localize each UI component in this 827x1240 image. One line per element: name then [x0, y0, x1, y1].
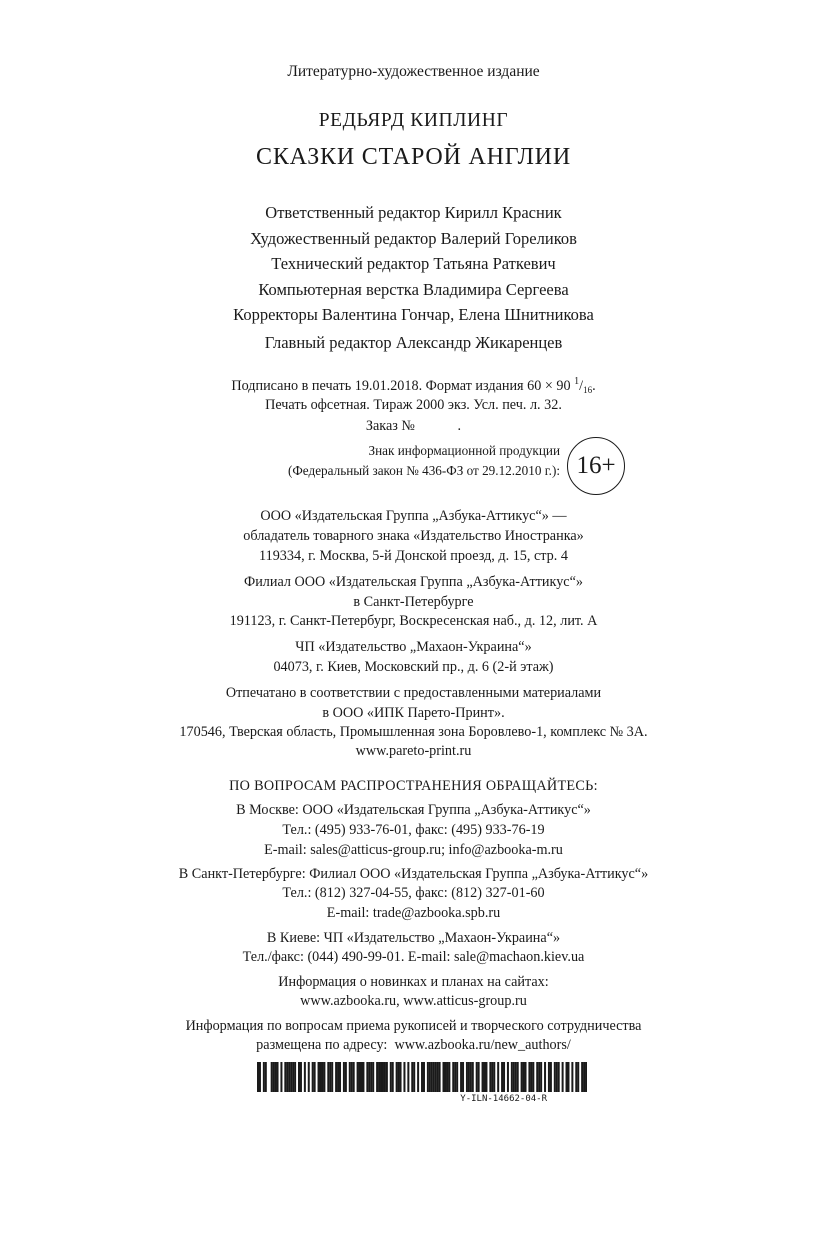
- barcode-bar: [359, 1062, 361, 1092]
- genre-line: Литературно-художественное издание: [287, 63, 540, 80]
- barcode-bar: [337, 1062, 339, 1092]
- barcode-bar: [421, 1062, 423, 1092]
- barcode-bar: [351, 1062, 353, 1092]
- barcode-bar: [575, 1062, 577, 1092]
- credit-line: Художественный редактор Валерий Гореликов: [250, 229, 577, 248]
- spb-line: В Санкт-Петербурге: Филиал ООО «Издательская Группа „Азбука-Аттикус“»: [178, 866, 649, 882]
- barcode-bar: [538, 1062, 540, 1092]
- barcode-bar: [460, 1062, 462, 1092]
- barcode-bar: [443, 1062, 445, 1092]
- barcode-bar: [407, 1062, 409, 1092]
- barcode-bar: [554, 1062, 556, 1092]
- credit-line: Корректоры Валентина Гончар, Елена Шнитникова: [233, 305, 594, 324]
- age-rating-label-line-2: (Федеральный закон № 436-ФЗ от 29.12.2010 г.):: [288, 463, 560, 478]
- barcode-bar: [384, 1062, 386, 1092]
- barcode-bar: [444, 1062, 446, 1092]
- barcode-bar: [257, 1062, 259, 1092]
- barcode-bar: [448, 1062, 450, 1092]
- barcode-bar: [482, 1062, 484, 1092]
- barcode-bar: [265, 1062, 267, 1092]
- distribution-heading: ПО ВОПРОСАМ РАСПРОСТРАНЕНИЯ ОБРАЩАЙТЕСЬ:: [229, 778, 598, 794]
- barcode-bar: [392, 1062, 394, 1092]
- barcode-bar: [562, 1062, 564, 1092]
- publisher-line: ООО «Издательская Группа „Азбука-Аттикус“» —: [260, 508, 567, 524]
- kiev-publisher-line: 04073, г. Киев, Московский пр., д. 6 (2-й этаж): [273, 659, 554, 675]
- barcode-bar: [304, 1062, 306, 1092]
- barcode-bar: [277, 1062, 279, 1092]
- barcode-bar: [437, 1062, 439, 1092]
- barcode-bar: [501, 1062, 503, 1092]
- age-rating-badge: [567, 437, 625, 495]
- barcode-bar: [275, 1062, 277, 1092]
- barcode-bar: [321, 1062, 323, 1092]
- barcode-bar: [271, 1062, 273, 1092]
- credit-line: Главный редактор Александр Жикаренцев: [264, 333, 563, 352]
- age-rating-value: 16+: [576, 452, 616, 479]
- kiev-line: В Киеве: ЧП «Издательство „Махаон-Украина“»: [266, 930, 561, 946]
- barcode-bar: [390, 1062, 392, 1092]
- barcode-bar: [357, 1062, 359, 1092]
- barcode-bar: [577, 1062, 579, 1092]
- order-number-line: Заказ № .: [365, 418, 462, 434]
- barcode-bar: [530, 1062, 532, 1092]
- barcode-bar: [349, 1062, 351, 1092]
- format-denominator: 16: [583, 385, 593, 395]
- barcode-bar: [532, 1062, 534, 1092]
- barcode-bar: [378, 1062, 380, 1092]
- barcode-bar: [429, 1062, 431, 1092]
- format-slash: /: [579, 378, 584, 394]
- barcode-bar: [525, 1062, 527, 1092]
- printer-line: Отпечатано в соответствии с предоставленными материалами: [225, 685, 602, 701]
- moscow-line: E-mail: sales@atticus-group.ru; info@azbooka-m.ru: [264, 842, 563, 858]
- age-rating-label-line-1: Знак информационной продукции: [368, 443, 560, 458]
- barcode-bar: [540, 1062, 542, 1092]
- barcode-bar: [403, 1062, 405, 1092]
- barcode-bar: [548, 1062, 550, 1092]
- barcode-bar: [470, 1062, 472, 1092]
- barcode-bar: [493, 1062, 495, 1092]
- barcode-bar: [517, 1062, 519, 1092]
- barcode-bar: [366, 1062, 368, 1092]
- moscow-line: Тел.: (495) 933-76-01, факс: (495) 933-76-19: [282, 822, 545, 838]
- barcode-bar: [435, 1062, 437, 1092]
- manuscripts-line: Информация по вопросам приема рукописей и творческого сотрудничества: [185, 1018, 642, 1034]
- spb-branch-line: 191123, г. Санкт-Петербург, Воскресенская наб., д. 12, лит. А: [229, 613, 598, 629]
- barcode-bar: [476, 1062, 478, 1092]
- barcode-bar: [523, 1062, 525, 1092]
- barcode-bar: [372, 1062, 374, 1092]
- sites-urls: www.azbooka.ru, www.atticus-group.ru: [300, 993, 527, 1009]
- barcode-bar: [396, 1062, 398, 1092]
- barcode-bar: [362, 1062, 364, 1092]
- barcode-bar: [360, 1062, 362, 1092]
- barcode-bar: [343, 1062, 345, 1092]
- barcode-bar: [376, 1062, 378, 1092]
- barcode-bar: [427, 1062, 429, 1092]
- barcode-bar: [446, 1062, 448, 1092]
- barcode-bar: [558, 1062, 560, 1092]
- barcode-bar: [386, 1062, 388, 1092]
- barcode-bar: [431, 1062, 433, 1092]
- spb-line: Тел.: (812) 327-04-55, факс: (812) 327-01-60: [282, 885, 545, 901]
- barcode-bar: [335, 1062, 337, 1092]
- barcode-bar: [497, 1062, 499, 1092]
- barcode-bar: [417, 1062, 419, 1092]
- barcode-bar: [368, 1062, 370, 1092]
- barcode-bar: [353, 1062, 355, 1092]
- barcode-bar: [263, 1062, 265, 1092]
- book-title: СКАЗКИ СТАРОЙ АНГЛИИ: [256, 144, 571, 170]
- publisher-line: обладатель товарного знака «Издательство Иностранка»: [243, 528, 584, 544]
- barcode-bar: [294, 1062, 296, 1092]
- barcode-bar: [550, 1062, 552, 1092]
- barcode-bar: [468, 1062, 470, 1092]
- barcode-bar: [489, 1062, 491, 1092]
- barcode-bar: [466, 1062, 468, 1092]
- print-info-end: .: [592, 378, 596, 394]
- barcode-bar: [478, 1062, 480, 1092]
- publisher-line: 119334, г. Москва, 5-й Донской проезд, д. 15, стр. 4: [259, 548, 568, 564]
- barcode-bar: [521, 1062, 523, 1092]
- barcode-bar: [511, 1062, 513, 1092]
- sites-line: Информация о новинках и планах на сайтах:: [278, 974, 549, 990]
- print-info-text: Подписано в печать 19.01.2018. Формат издания 60 × 90: [231, 378, 575, 394]
- barcode-bar: [288, 1062, 290, 1092]
- printer-line: 170546, Тверская область, Промышленная зона Боровлево-1, комплекс № 3А.: [179, 724, 648, 740]
- barcode-bar: [423, 1062, 425, 1092]
- credit-line: Ответственный редактор Кирилл Красник: [265, 203, 562, 222]
- barcode-bar: [544, 1062, 546, 1092]
- manuscripts-url: размещена по адресу: www.azbooka.ru/new_authors/: [256, 1037, 571, 1053]
- barcode-bar: [472, 1062, 474, 1092]
- barcode-bar: [484, 1062, 486, 1092]
- spb-line: E-mail: trade@azbooka.spb.ru: [326, 905, 501, 921]
- barcode-bar: [290, 1062, 292, 1092]
- barcode-bar: [581, 1062, 583, 1092]
- barcode-bar: [259, 1062, 261, 1092]
- barcode-bar: [280, 1062, 282, 1092]
- barcode-bar: [345, 1062, 347, 1092]
- barcode-bar: [485, 1062, 487, 1092]
- barcode-bar: [583, 1062, 585, 1092]
- barcode-bar: [556, 1062, 558, 1092]
- barcode-bar: [413, 1062, 415, 1092]
- format-numerator: 1: [574, 376, 580, 387]
- barcode-code: Y-ILN-14662-04-R: [460, 1094, 547, 1104]
- barcode-bar: [312, 1062, 314, 1092]
- barcode-bar: [314, 1062, 316, 1092]
- barcode-bar: [571, 1062, 573, 1092]
- printer-line: в ООО «ИПК Парето-Принт».: [322, 705, 505, 721]
- barcode-bar: [536, 1062, 538, 1092]
- barcode-bar: [513, 1062, 515, 1092]
- barcode-bar: [456, 1062, 458, 1092]
- barcode-bar: [300, 1062, 302, 1092]
- barcode-bar: [398, 1062, 400, 1092]
- barcode-bar: [585, 1062, 587, 1092]
- barcode-bar: [298, 1062, 300, 1092]
- barcode-bar: [567, 1062, 569, 1092]
- kiev-publisher-line: ЧП «Издательство „Махаон-Украина“»: [295, 639, 532, 655]
- barcode-bar: [319, 1062, 321, 1092]
- barcode-bar: [452, 1062, 454, 1092]
- barcode-bar: [411, 1062, 413, 1092]
- author-name: РЕДЬЯРД КИПЛИНГ: [318, 110, 509, 131]
- barcode-bar: [433, 1062, 435, 1092]
- print-info-line-1: [0, 376, 827, 395]
- barcode: [257, 1062, 587, 1092]
- barcode-bar: [284, 1062, 286, 1092]
- credit-line: Технический редактор Татьяна Раткевич: [271, 254, 556, 273]
- kiev-line: Тел./факс: (044) 490-99-01. E-mail: sale@machaon.kiev.ua: [242, 949, 585, 965]
- moscow-line: В Москве: ООО «Издательская Группа „Азбука-Аттикус“»: [236, 802, 591, 818]
- barcode-bar: [329, 1062, 331, 1092]
- barcode-bar: [292, 1062, 294, 1092]
- barcode-bar: [308, 1062, 310, 1092]
- barcode-bar: [327, 1062, 329, 1092]
- barcode-bar: [400, 1062, 402, 1092]
- barcode-bar: [566, 1062, 568, 1092]
- barcode-bar: [503, 1062, 505, 1092]
- spb-branch-line: Филиал ООО «Издательская Группа „Азбука-Аттикус“»: [244, 574, 583, 590]
- age-rating-label: [200, 441, 560, 481]
- barcode-bar: [515, 1062, 517, 1092]
- barcode-bar: [382, 1062, 384, 1092]
- barcode-bar: [439, 1062, 441, 1092]
- barcode-bar: [491, 1062, 493, 1092]
- barcode-bar: [507, 1062, 509, 1092]
- barcode-bar: [273, 1062, 275, 1092]
- barcode-bar: [462, 1062, 464, 1092]
- spb-branch-line: в Санкт-Петербурге: [353, 594, 474, 610]
- print-info-line-2: Печать офсетная. Тираж 2000 экз. Усл. печ. л. 32.: [265, 397, 562, 413]
- barcode-bar: [286, 1062, 288, 1092]
- credit-line: Компьютерная верстка Владимира Сергеева: [258, 280, 569, 299]
- barcode-bar: [318, 1062, 320, 1092]
- barcode-bar: [339, 1062, 341, 1092]
- barcode-bar: [528, 1062, 530, 1092]
- barcode-bar: [323, 1062, 325, 1092]
- barcode-bar: [380, 1062, 382, 1092]
- barcode-bar: [331, 1062, 333, 1092]
- barcode-bar: [370, 1062, 372, 1092]
- printer-url: www.pareto-print.ru: [355, 743, 472, 759]
- barcode-bar: [454, 1062, 456, 1092]
